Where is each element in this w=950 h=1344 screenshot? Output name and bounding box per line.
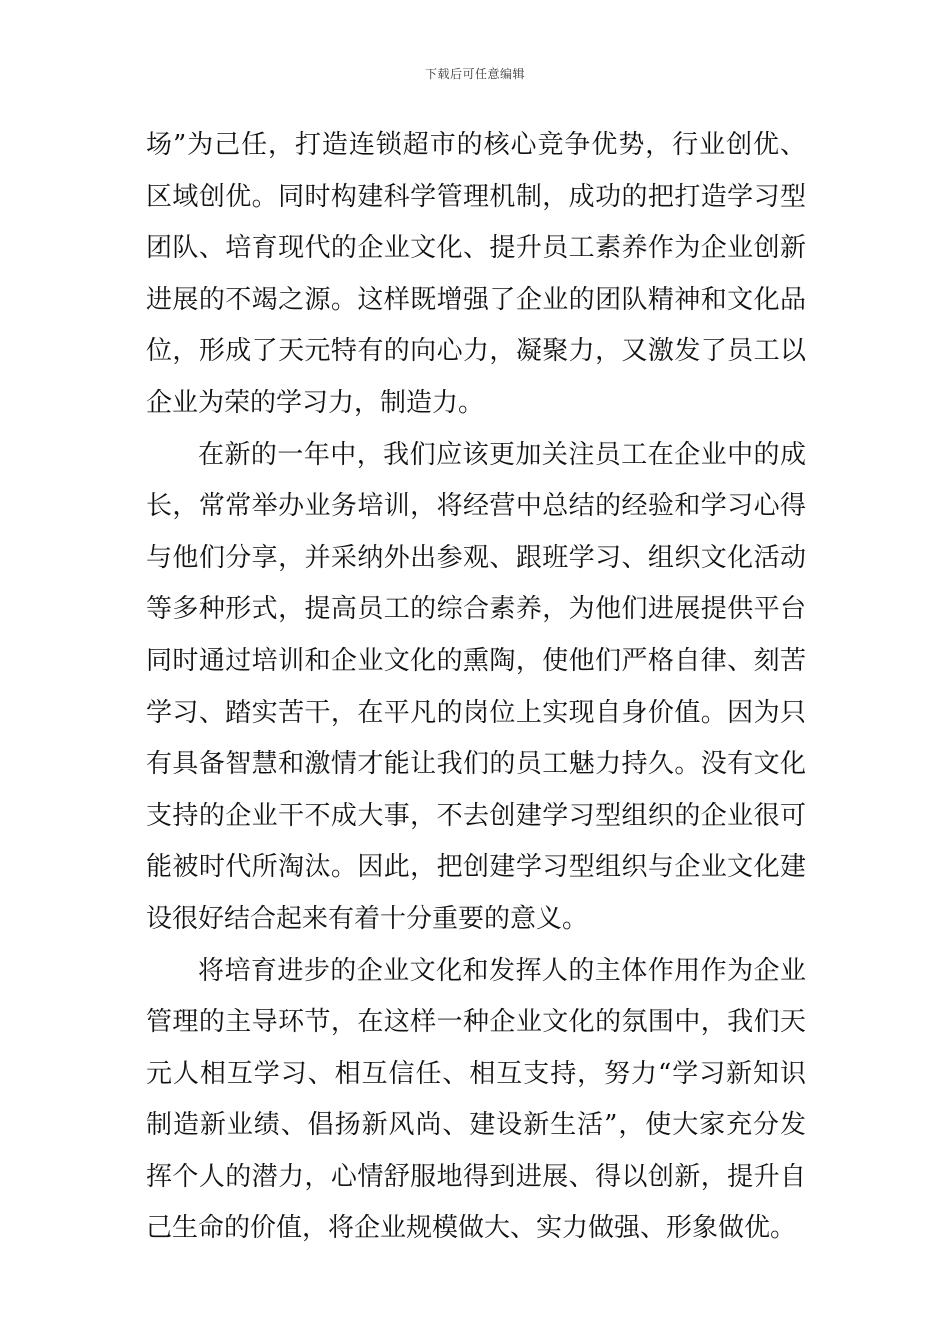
text-line: 区域创优。同时构建科学管理机制，成功的把打造学习型 <box>146 181 806 212</box>
text-line: 支持的企业干不成大事，不去创建学习型组织的企业很可 <box>146 800 806 831</box>
text-line: 制造新业绩、倡扬新风尚、建设新生活”，使大家充分发 <box>146 1110 806 1141</box>
text-line: 有具备智慧和激情才能让我们的员工魅力持久。没有文化 <box>146 749 806 780</box>
text-line: 团队、培育现代的企业文化、提升员工素养作为企业创新 <box>146 233 806 264</box>
text-line: 场”为己任，打造连锁超市的核心竞争优势，行业创优、 <box>146 130 806 160</box>
body-text <box>146 120 806 1255</box>
text-line: 学习、踏实苦干，在平凡的岗位上实现自身价值。因为只 <box>146 697 806 728</box>
text-line: 设很好结合起来有着十分重要的意义。 <box>146 903 589 934</box>
text-line: 与他们分享，并采纳外出参观、跟班学习、组织文化活动 <box>146 542 806 573</box>
text-line: 己生命的价值，将企业规模做大、实力做强、形象做优。 <box>146 1213 797 1244</box>
text-line: 挥个人的潜力，心情舒服地得到进展、得以创新，提升自 <box>146 1161 806 1192</box>
text-line: 等多种形式，提高员工的综合素养，为他们进展提供平台 <box>146 594 806 625</box>
text-line: 企业为荣的学习力，制造力。 <box>146 387 485 418</box>
header-note: 下载后可任意编辑 <box>424 67 525 81</box>
text-line: 元人相互学习、相互信任、相互支持，努力“学习新知识 <box>146 1058 806 1089</box>
text-line: 位，形成了天元特有的向心力，凝聚力，又激发了员工以 <box>146 336 806 367</box>
text-line: 在新的一年中，我们应该更加关注员工在企业中的成 <box>198 439 806 470</box>
text-line: 长，常常举办业务培训，将经营中总结的经验和学习心得 <box>146 491 806 522</box>
text-line: 同时通过培训和企业文化的熏陶，使他们严格自律、刻苦 <box>146 645 806 676</box>
text-line: 进展的不竭之源。这样既增强了企业的团队精神和文化品 <box>146 284 806 315</box>
text-line: 管理的主导环节，在这样一种企业文化的氛围中，我们天 <box>146 1007 806 1038</box>
text-line: 能被时代所淘汰。因此，把创建学习型组织与企业文化建 <box>146 852 806 883</box>
text-line: 将培育进步的企业文化和发挥人的主体作用作为企业 <box>198 955 806 986</box>
